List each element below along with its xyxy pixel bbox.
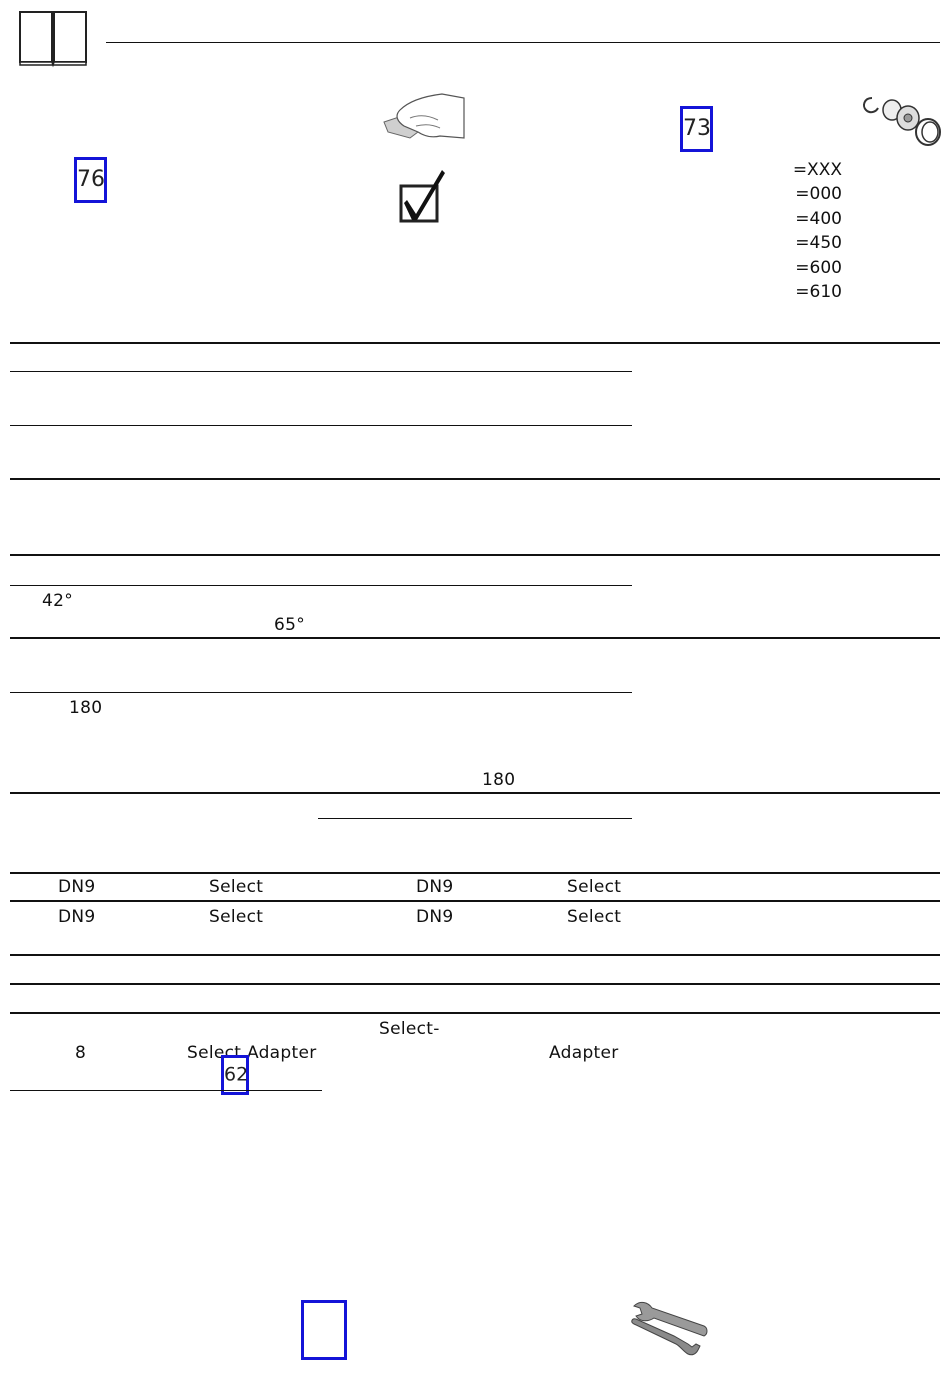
- variant-code: =600: [795, 257, 842, 278]
- length-value: 180: [69, 698, 103, 718]
- connection-size: DN9: [58, 907, 96, 927]
- reference-number: 62: [224, 1063, 249, 1086]
- table-rule: [10, 637, 940, 639]
- table-rule: [10, 692, 632, 693]
- table-rule: [10, 342, 940, 344]
- reference-box-73: [680, 106, 713, 152]
- variant-code: =000: [795, 184, 842, 205]
- adapter-select-dash: Select-: [379, 1019, 440, 1039]
- adapter-count: 8: [75, 1043, 87, 1063]
- connection-size: DN9: [416, 877, 454, 897]
- hand-wiping-cloth-icon: [380, 92, 466, 144]
- variant-code-list: [780, 158, 842, 304]
- angle-value: 42°: [42, 591, 74, 611]
- checkbox-checked-icon: [398, 166, 448, 224]
- variant-code: =XXX: [792, 160, 842, 180]
- table-rule: [10, 478, 940, 480]
- table-rule: [10, 954, 940, 956]
- connection-option: Select: [209, 907, 264, 927]
- variant-code: =400: [795, 208, 842, 229]
- table-rule: [10, 872, 940, 874]
- connection-option: Select: [567, 877, 622, 897]
- angle-value: 65°: [274, 615, 306, 635]
- connection-option: Select: [567, 907, 622, 927]
- empty-reference-box: [301, 1300, 347, 1360]
- table-rule: [10, 792, 940, 794]
- cartridge-parts-icon: [858, 92, 944, 148]
- table-rule: [10, 1012, 940, 1014]
- reference-box-62: [221, 1055, 249, 1095]
- table-rule: [10, 983, 940, 985]
- connection-size: DN9: [58, 877, 96, 897]
- table-rule: [10, 900, 940, 902]
- wrench-screwdriver-icon: [626, 1300, 710, 1358]
- table-rule: [10, 554, 632, 556]
- connection-size: DN9: [416, 907, 454, 927]
- table-rule: [632, 554, 940, 556]
- header-rule: [106, 42, 940, 43]
- reference-number: 76: [77, 167, 105, 192]
- length-value: 180: [482, 770, 516, 790]
- reference-number: 73: [683, 116, 711, 141]
- connection-option: Select: [209, 877, 264, 897]
- reference-box-76: [74, 157, 107, 203]
- adapter-label: Adapter: [549, 1043, 619, 1063]
- table-rule: [318, 818, 632, 819]
- variant-code: =450: [795, 233, 842, 254]
- table-rule: [10, 425, 632, 426]
- table-rule: [10, 371, 632, 372]
- table-rule: [10, 1090, 322, 1091]
- select-adapter-label: Select Adapter: [187, 1043, 317, 1063]
- open-book-icon: [18, 10, 88, 68]
- table-rule: [10, 585, 632, 586]
- variant-code: =610: [795, 282, 842, 303]
